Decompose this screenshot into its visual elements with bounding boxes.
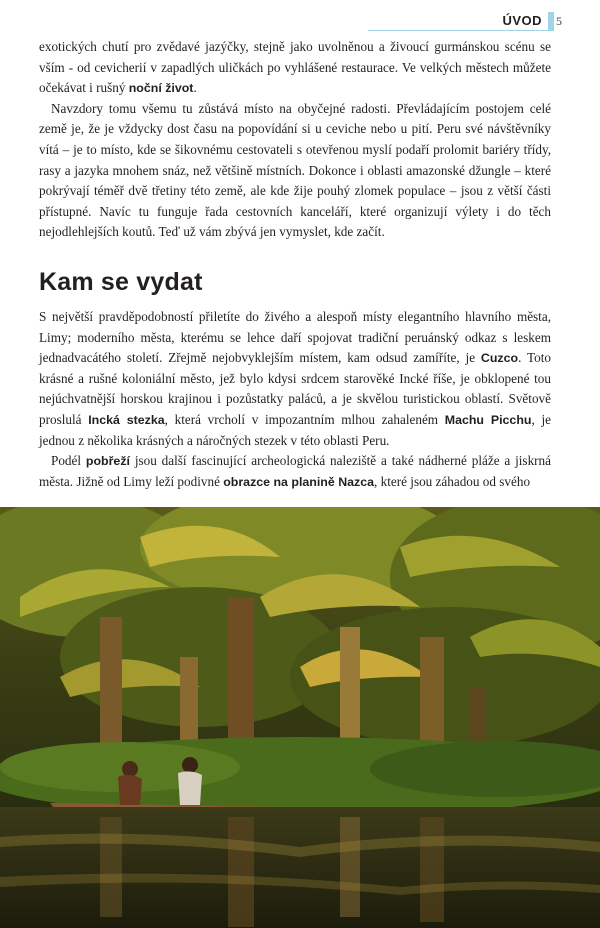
jungle-river-photo (0, 507, 600, 928)
page-number: 5 (556, 14, 562, 28)
text-run: jsou další fascinující archeologická naleziště a také nádherné pláže a jiskrná města. Jižně od Limy leží podivné (39, 453, 552, 489)
text-run: , je jednou z několika krásných a náročných stezek v této oblasti Peru. (39, 411, 551, 448)
text-run: exotických chutí pro zvědavé jazýčky, stejně jako uvolněnou a živoucí gurmánskou scénu se vším - od cevicherií v zapadlých uličkách po vyhlášené restaurace. Ve velkých městech můžete očekávat i rušný (39, 39, 551, 96)
section-tab-marker (548, 12, 554, 31)
section-paragraph-2 (39, 451, 551, 492)
photo-illustration (0, 507, 600, 928)
text-run: , které jsou záhadou od svého (374, 473, 531, 489)
highlight-term: Cuzco (480, 351, 519, 366)
text-run: , která vrcholí v impozantním mlhou zahaleném (164, 411, 445, 427)
highlight-term: obrazce na planině Nazca (223, 474, 375, 489)
text-run: . Toto krásné a rušné koloniální město, jež bylo kdysi srdcem starověké Incké říše, je obklopené tou nejúchvatnější horskou krajinou i pozůstatky paláců, a je skvělou turistickou oblastí. Světově proslulá (39, 350, 551, 427)
text-run: . (193, 80, 197, 96)
section-text (39, 307, 551, 492)
intro-paragraph-1 (39, 37, 551, 99)
intro-paragraph-2: Navzdory tomu všemu tu zůstává místo na obyčejné radosti. Převládajícím postojem celé země je, že je vždycky dost času na popovídání si u ceviche nebo u pití. Peru své návštěvníky vítá – je to místo, kde se šikovnému cestovateli s otevřenou myslí podaří prolomit bariéry třídy, rasy a jazyka mnohem snáz, než většině místních. Dokonce i oblasti amazonské džungle – které pokrývají téměř dvě třetiny této země, ale kde žije pouhý zlomek populace – jsou z větší části přístupné. Navíc tu funguje řada cestovních kanceláří, které organizují výlety i do těch nejodlehlejších koutů. Teď už vám zbývá jen vymyslet, kde začít. (39, 100, 551, 240)
highlight-term: pobřeží (85, 454, 130, 469)
highlight-term: Incká stezka (88, 412, 165, 427)
highlight-term: Machu Picchu (444, 412, 532, 427)
header-rule (368, 30, 548, 31)
section-heading: Kam se vydat (39, 268, 203, 296)
running-header (0, 10, 600, 32)
section-label: ÚVOD (502, 13, 542, 28)
text-run: Podél (51, 453, 86, 469)
intro-text (39, 37, 551, 243)
section-paragraph-1 (39, 307, 551, 451)
highlight-term: noční život (128, 81, 194, 96)
text-run: S největší pravděpodobností přiletíte do živého a alespoň místy elegantního hlavního města, Limy; moderního města, kterému se lehce daří spojovat tradiční peruánský odkaz s leskem jednadvacátého století. Zřejmě nejobvyklejším místem, kam odsud zamíříte, je (39, 309, 551, 366)
